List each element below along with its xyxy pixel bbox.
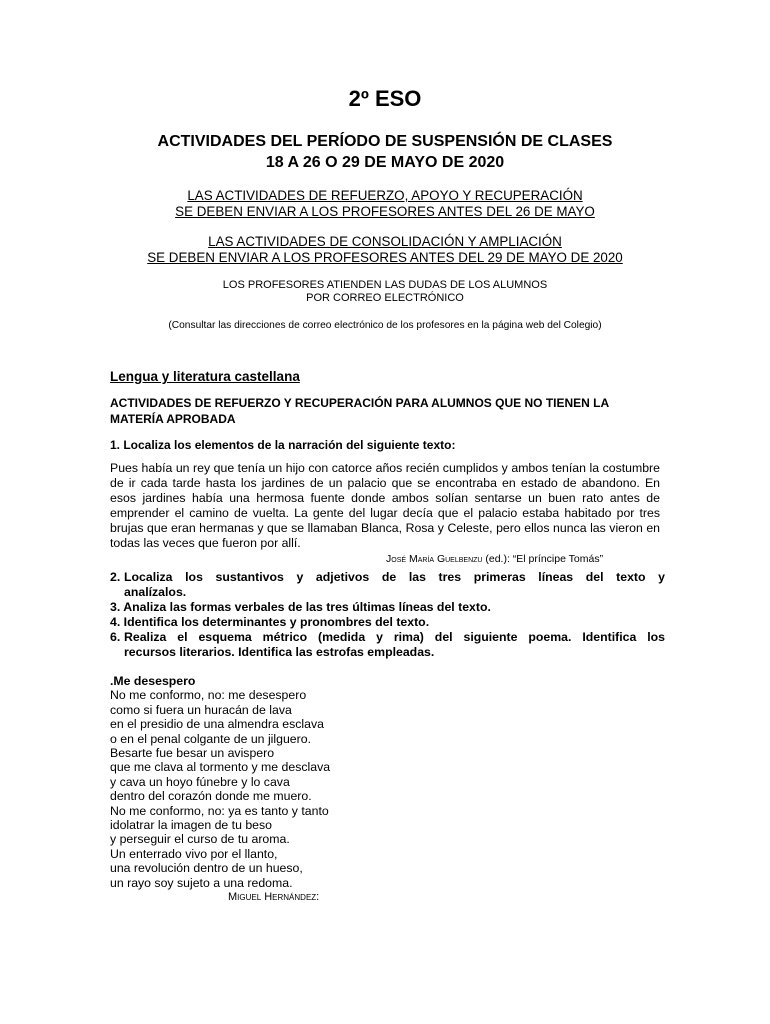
question-2-line-2: analízalos.: [124, 585, 187, 599]
poem-line: idolatrar la imagen de tu beso: [110, 818, 273, 833]
notice-dudas-line-1: LOS PROFESORES ATIENDEN LAS DUDAS DE LOS ALUMNOS: [222, 279, 548, 291]
poem-line: que me clava al tormento y me desclava: [110, 760, 331, 775]
notice-refuerzo-line-1: LAS ACTIVIDADES DE REFUERZO, APOYO Y RECUPERACIÓN: [187, 188, 583, 203]
poem-line: o en el penal colgante de un jilguero.: [110, 731, 312, 746]
question-4: 4. Identifica los determinantes y pronombres del texto.: [110, 615, 430, 629]
citation-author: José María Guelbenzu: [386, 553, 483, 565]
subject-heading: Lengua y literatura castellana: [110, 369, 300, 384]
poem-line: y cava un hoyo fúnebre y lo cava: [110, 774, 290, 789]
poem-line: Besarte fue besar un avispero: [110, 746, 275, 761]
poem-line: un rayo soy sujeto a una redoma.: [110, 875, 293, 890]
subtitle-line-1: ACTIVIDADES DEL PERÍODO DE SUSPENSIÓN DE CLASES: [157, 133, 613, 150]
notice-consolidacion-line-2: SE DEBEN ENVIAR A LOS PROFESORES ANTES DEL 29 DE MAYO DE 2020: [147, 250, 623, 265]
question-2-number: 2.: [110, 570, 121, 584]
question-1: 1. Localiza los elementos de la narración del siguiente texto:: [110, 438, 456, 452]
poem-line: y perseguir el curso de tu aroma.: [110, 832, 290, 847]
poem-line: No me conformo, no: ya es tanto y tanto: [110, 803, 329, 818]
question-6: [110, 630, 665, 660]
poem-line: No me conformo, no: me desespero: [110, 688, 307, 703]
notice-consolidacion-line-1: LAS ACTIVIDADES DE CONSOLIDACIÓN Y AMPLIACIÓN: [208, 234, 562, 249]
question-6-line-2: recursos literarios. Identifica las estrofas empleadas.: [124, 645, 435, 659]
question-6-line-1: Realiza el esquema métrico (medida y rima) del siguiente poema. Identifica los: [124, 630, 665, 644]
activities-heading-line-2: MATERÍA APROBADA: [110, 412, 236, 426]
page-title: 2º ESO: [348, 86, 422, 111]
activities-heading-line-1: ACTIVIDADES DE REFUERZO Y RECUPERACIÓN PARA ALUMNOS QUE NO TIENEN LA: [110, 396, 610, 410]
poem: [110, 674, 330, 890]
poem-title: .Me desespero: [110, 674, 196, 688]
notice-consultar: (Consultar las direcciones de correo electrónico de los profesores en la página web del Colegio): [168, 320, 602, 331]
poem-author: Miguel Hernández:: [228, 891, 320, 903]
poem-line: una revolución dentro de un hueso,: [110, 861, 303, 876]
poem-line: en el presidio de una almendra esclava: [110, 717, 324, 732]
notice-dudas-line-2: POR CORREO ELECTRÓNICO: [306, 292, 464, 304]
question-3: 3. Analiza las formas verbales de las tres últimas líneas del texto.: [110, 600, 491, 614]
poem-line: Un enterrado vivo por el llanto,: [110, 846, 278, 861]
citation: [386, 553, 603, 565]
poem-line: como si fuera un huracán de lava: [110, 702, 292, 717]
notice-refuerzo-line-2: SE DEBEN ENVIAR A LOS PROFESORES ANTES DEL 26 DE MAYO: [175, 204, 595, 219]
citation-work: (ed.): “El príncipe Tomás”: [482, 553, 604, 565]
poem-line: dentro del corazón donde me muero.: [110, 789, 312, 804]
narrative-paragraph: Pues había un rey que tenía un hijo con catorce años recién cumplidos y ambos tenían la costumbre de ir cada tarde hasta los jardines de un palacio que se encontraba en estado de abandono. En esos jardines había una hermosa fuente donde ambos solían sentarse un buen rato antes de emprender el camino de vuelta. La gente del lugar decía que el palacio estaba habitado por tres brujas que eran hermanas y que se llamaban Blanca, Rosa y Celeste, pero ellos nunca las vieron en todas las veces que fueron por allí.: [110, 461, 660, 550]
subtitle-line-2: 18 A 26 O 29 DE MAYO DE 2020: [265, 154, 505, 171]
question-6-number: 6.: [110, 630, 121, 644]
question-2: [110, 570, 665, 600]
question-2-line-1: Localiza los sustantivos y adjetivos de las tres primeras líneas del texto y: [124, 570, 665, 584]
